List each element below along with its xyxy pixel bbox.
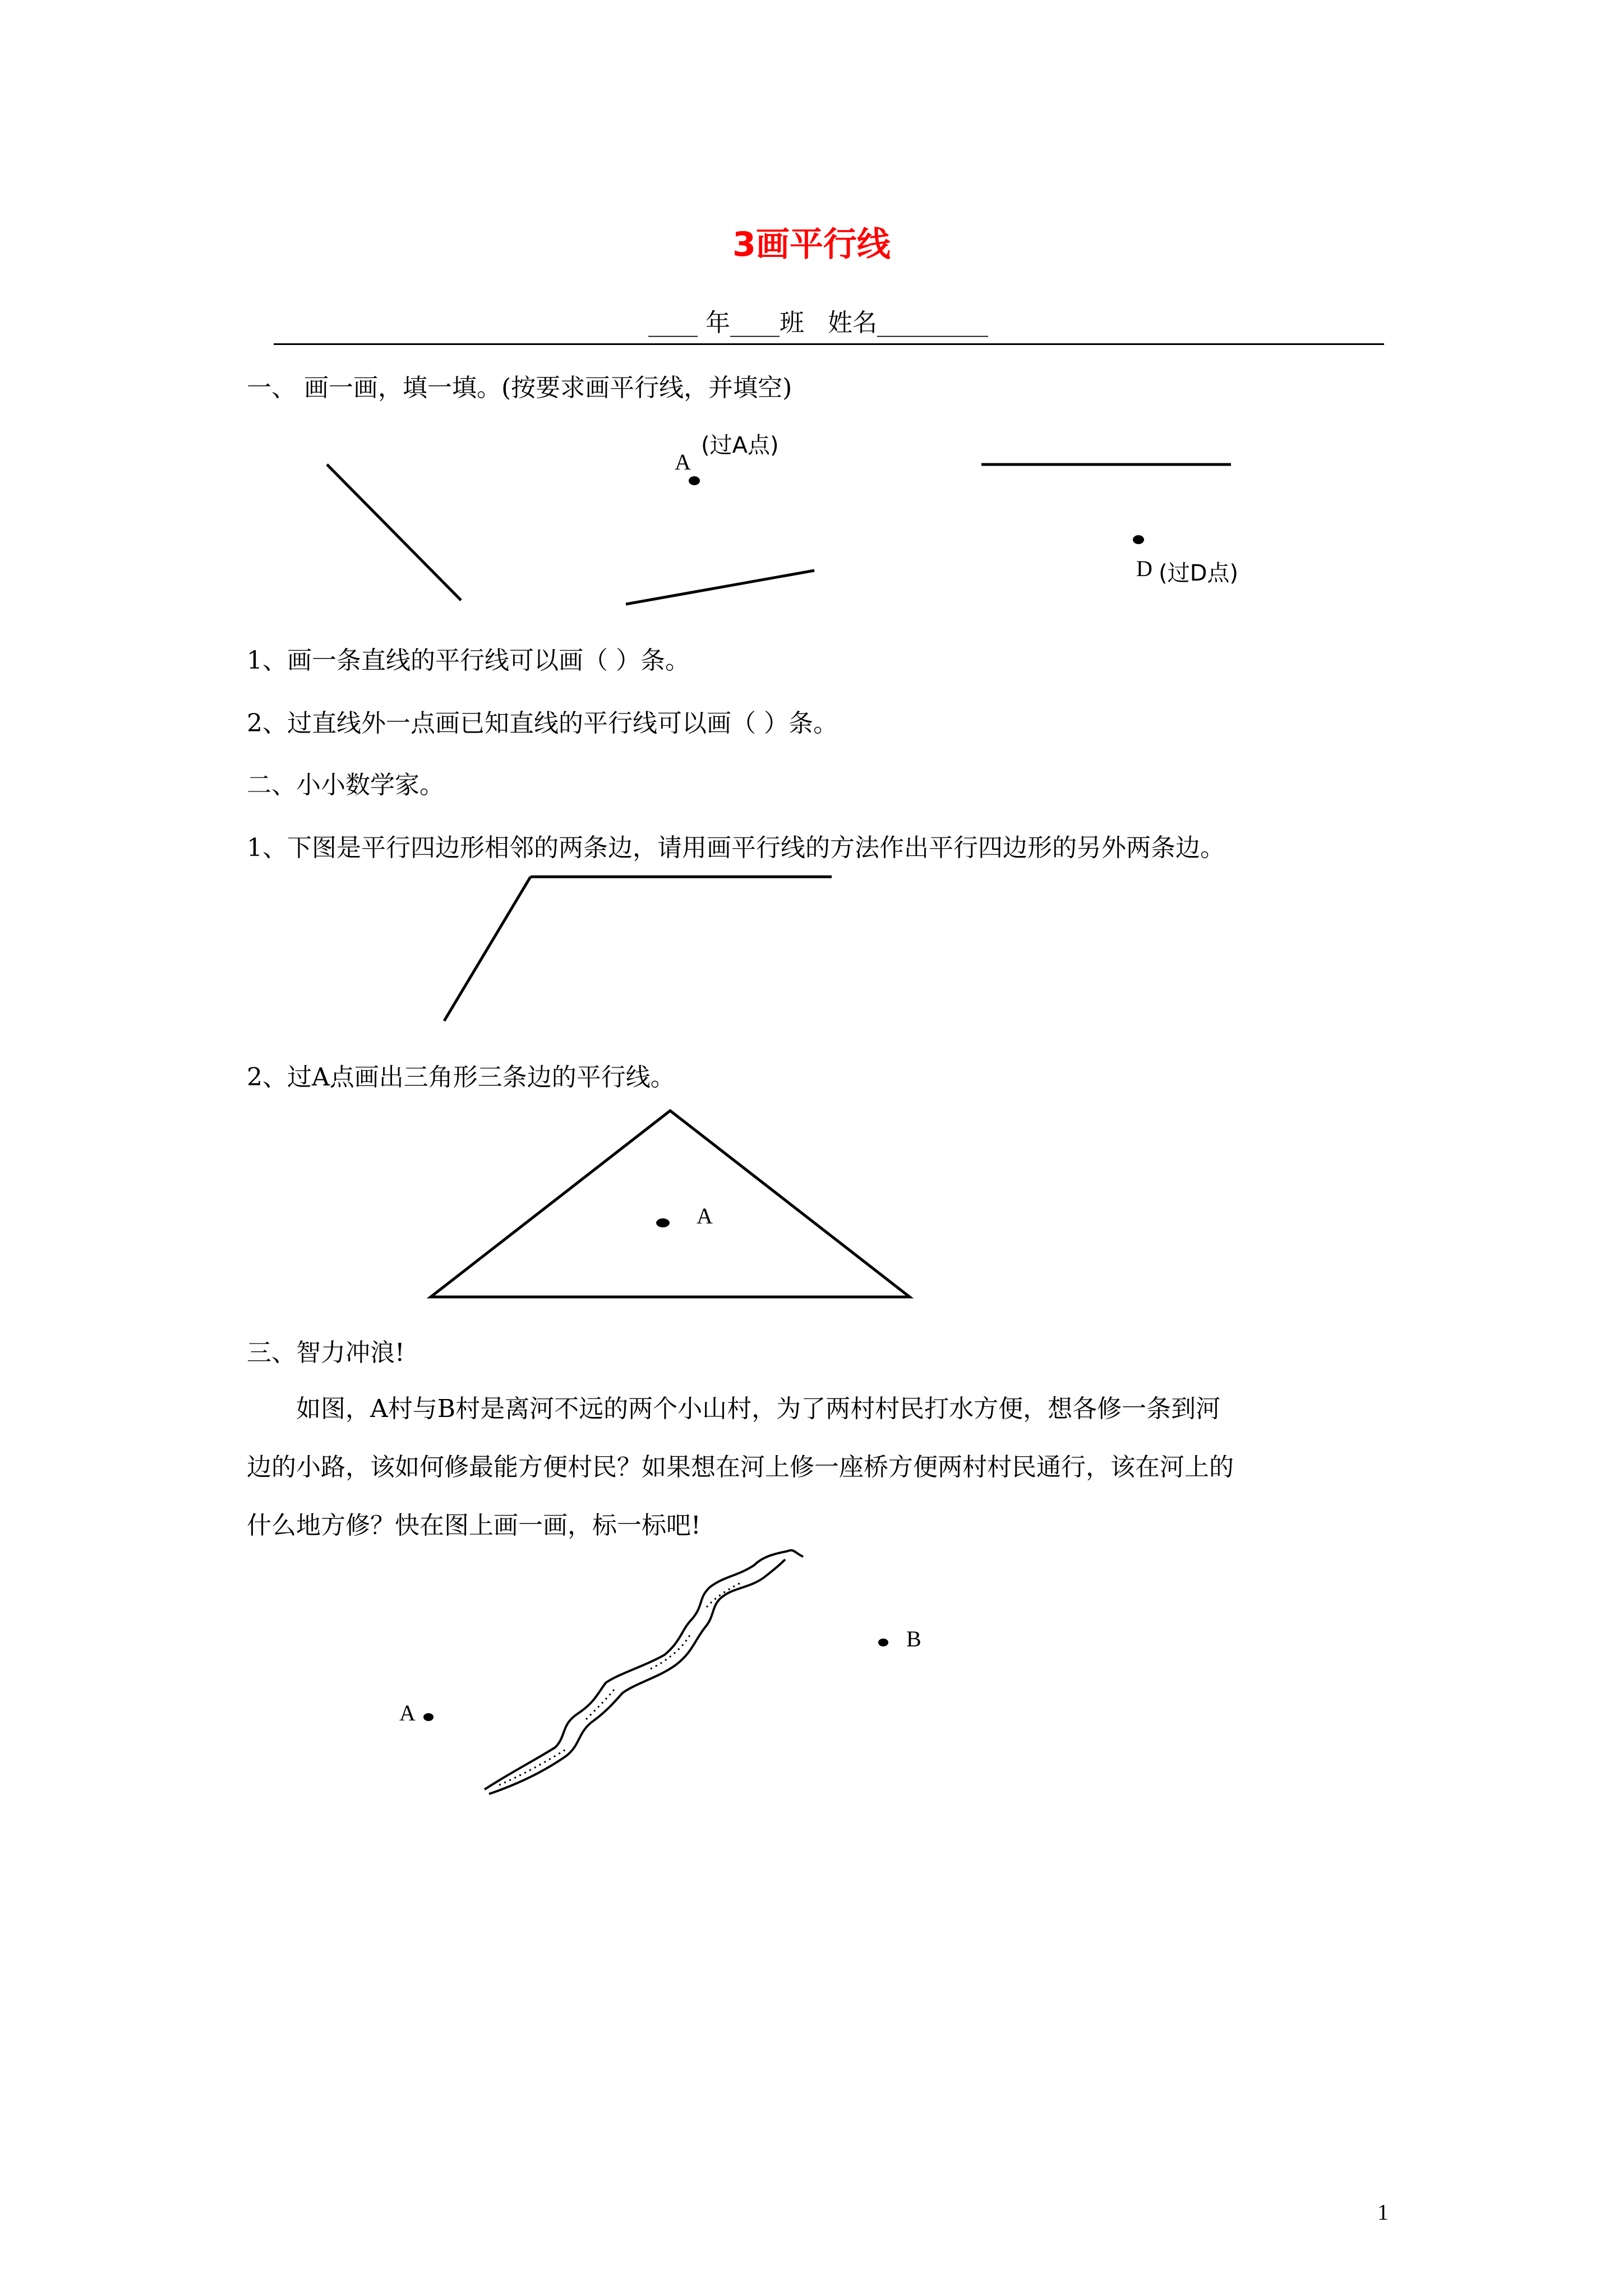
slanted-line-2 xyxy=(626,570,814,604)
name-label: 姓名 xyxy=(827,309,877,337)
page-number: 1 xyxy=(1377,2200,1389,2225)
triangle-point-a-dot xyxy=(656,1218,670,1227)
class-blank[interactable]: ____ xyxy=(730,309,780,337)
year-label: 年 xyxy=(706,309,730,337)
section2-question-2: 2、过A点画出三角形三条边的平行线。 xyxy=(247,1063,675,1092)
class-label: 班 xyxy=(780,309,804,337)
village-a-dot xyxy=(423,1713,434,1721)
parallelogram-left-side xyxy=(444,877,531,1021)
village-b-dot xyxy=(878,1639,888,1646)
river-figure xyxy=(485,1550,803,1794)
slanted-line-1 xyxy=(327,464,461,600)
triangle-point-a-label: A xyxy=(697,1203,713,1228)
section3-paragraph-line-2: 边的小路，该如何修最能方便村民？如果想在河上修一座桥方便两村村民通行，该在河上的 xyxy=(247,1453,1234,1481)
triangle xyxy=(431,1111,910,1297)
point-a-label: A xyxy=(675,449,691,475)
section2-heading: 二、小小数学家。 xyxy=(247,771,444,799)
name-blank[interactable]: _________ xyxy=(877,309,988,337)
section3-paragraph-line-1: 如图，A村与B村是离河不远的两个小山村，为了两村村民打水方便，想各修一条到河 xyxy=(296,1395,1221,1423)
point-d-label: D xyxy=(1136,556,1152,581)
point-d-dot xyxy=(1133,535,1144,544)
point-d-hint: (过D点) xyxy=(1159,560,1239,586)
section3-paragraph-line-3: 什么地方修？快在图上画一画，标一标吧! xyxy=(247,1511,701,1540)
year-blank[interactable]: ____ xyxy=(648,309,698,337)
section1-heading: 一、 画一画，填一填。(按要求画平行线，并填空) xyxy=(247,374,792,402)
section2-question-1: 1、下图是平行四边形相邻的两条边，请用画平行线的方法作出平行四边形的另外两条边。 xyxy=(247,834,1225,862)
village-a-label: A xyxy=(399,1700,416,1726)
section3-heading: 三、智力冲浪! xyxy=(247,1338,405,1367)
page-title: 3画平行线 xyxy=(732,225,891,264)
village-b-label: B xyxy=(906,1626,921,1651)
point-a-dot xyxy=(689,476,700,485)
point-a-hint: (过A点) xyxy=(701,432,779,458)
section1-question-1: 1、画一条直线的平行线可以画（ ）条。 xyxy=(247,646,690,675)
section1-question-2: 2、过直线外一点画已知直线的平行线可以画（ ）条。 xyxy=(247,709,838,738)
